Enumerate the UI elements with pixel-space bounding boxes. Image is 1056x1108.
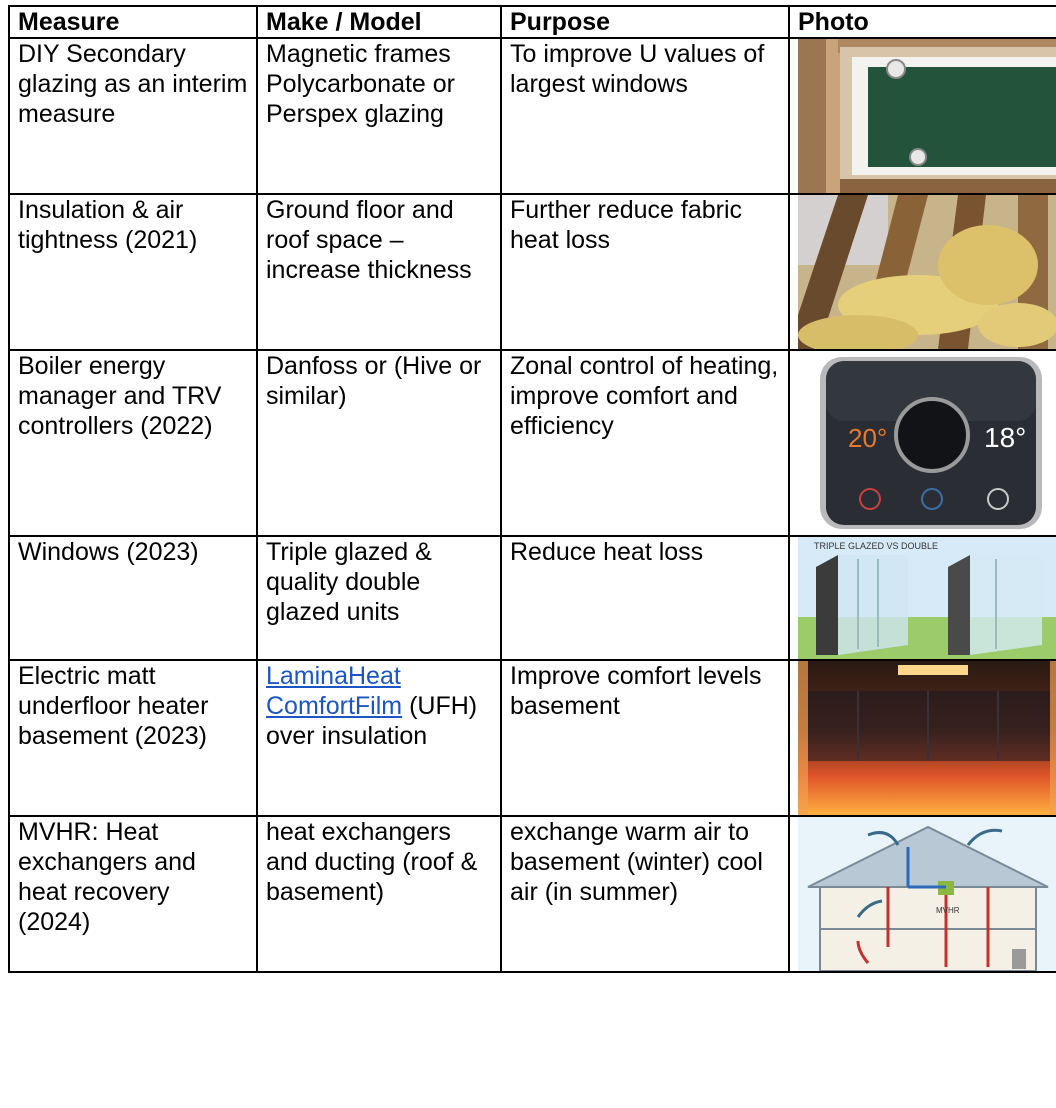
make-model-cell: Ground floor and roof space – increase thickness [257,194,501,350]
make-model-cell: Triple glazed & quality double glazed units [257,536,501,660]
measure-cell: MVHR: Heat exchangers and heat recovery (2024) [9,816,257,972]
make-model-rest: (UFH) over insulation [266,692,478,750]
measure-cell: Insulation & air tightness (2021) [9,194,257,350]
measures-table [8,5,1056,973]
measure-cell: Electric matt underfloor heater basement (2023) [9,660,257,816]
measure-cell: Boiler energy manager and TRV controllers (2022) [9,350,257,536]
table-header-row [9,6,1056,38]
purpose-cell: Zonal control of heating, improve comfort and efficiency [501,350,789,536]
make-model-cell: Danfoss or (Hive or similar) [257,350,501,536]
header-make-model: Make / Model [257,6,501,38]
header-purpose: Purpose [501,6,789,38]
svg-text:20°: 20° [848,423,888,453]
header-photo: Photo [789,6,1056,38]
photo-cell [789,350,1056,536]
purpose-cell: To improve U values of largest windows [501,38,789,194]
laminaheat-comfortfilm-link[interactable]: LaminaHeat ComfortFilm [266,662,403,720]
purpose-cell: Further reduce fabric heat loss [501,194,789,350]
photo-cell [789,536,1056,660]
mvhr-diagram-photo [798,817,1056,971]
roof-insulation-photo [798,195,1056,349]
svg-text:MVHR: MVHR [936,906,960,915]
table-row [9,350,1056,536]
purpose-cell: Reduce heat loss [501,536,789,660]
svg-text:18°: 18° [984,422,1027,453]
table-row [9,536,1056,660]
make-model-cell: Magnetic frames Polycarbonate or Perspex glazing [257,38,501,194]
table-row [9,660,1056,816]
table-row [9,816,1056,972]
smart-thermostat-photo [798,351,1056,535]
table-row [9,38,1056,194]
purpose-cell: Improve comfort levels basement [501,660,789,816]
photo-cell [789,660,1056,816]
table-row [9,194,1056,350]
make-model-cell: heat exchangers and ducting (roof & basement) [257,816,501,972]
measure-cell: DIY Secondary glazing as an interim measure [9,38,257,194]
photo-cell [789,816,1056,972]
photo-cell [789,194,1056,350]
purpose-cell: exchange warm air to basement (winter) cool air (in summer) [501,816,789,972]
triple-vs-double-glazing-photo [798,537,1056,659]
photo-cell [789,38,1056,194]
svg-text:TRIPLE GLAZED VS DOUBLE: TRIPLE GLAZED VS DOUBLE [814,541,939,551]
measure-cell: Windows (2023) [9,536,257,660]
header-measure: Measure [9,6,257,38]
underfloor-heating-photo [798,661,1056,815]
make-model-cell [257,660,501,816]
secondary-glazing-photo [798,39,1056,193]
